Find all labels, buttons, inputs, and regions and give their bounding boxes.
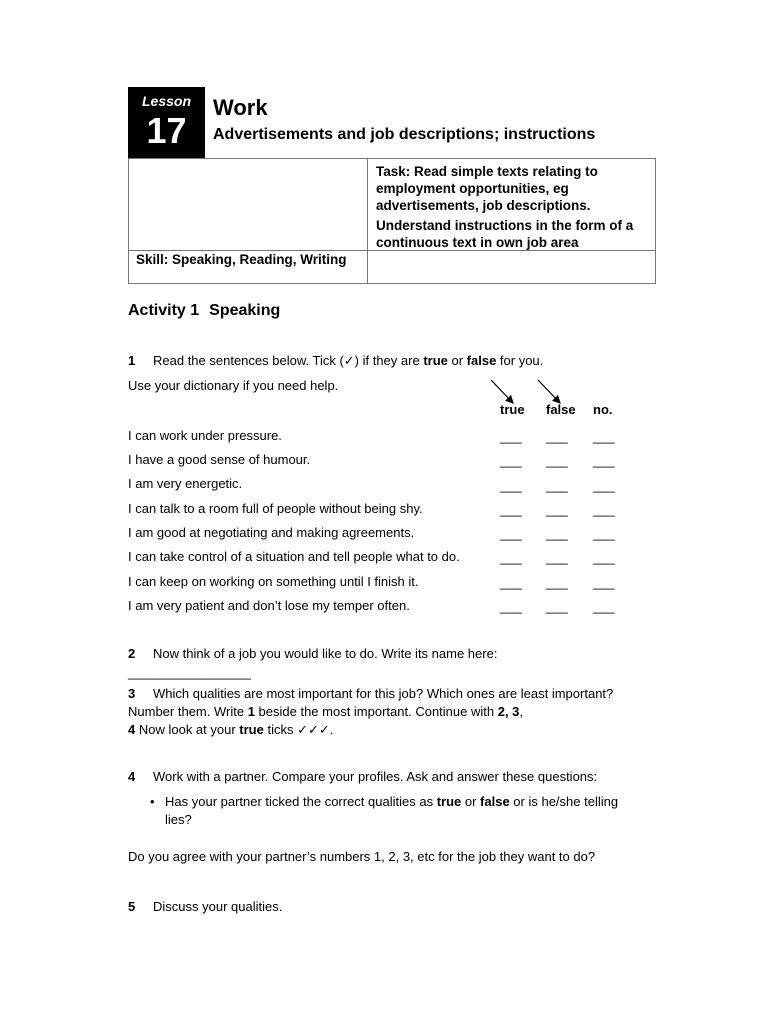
q3-text-b: beside the most important. Continue with bbox=[254, 704, 498, 719]
lesson-number: 17 bbox=[146, 110, 187, 151]
activity-name: Speaking bbox=[209, 302, 281, 319]
lesson-badge bbox=[128, 87, 205, 158]
q1-text-b: for you. bbox=[496, 353, 544, 368]
bullet-text-b: or is he/she telling lies? bbox=[165, 794, 619, 827]
question-4 bbox=[128, 768, 688, 786]
blank-no[interactable]: ___ bbox=[593, 526, 615, 541]
blank-no[interactable]: ___ bbox=[593, 550, 615, 565]
statement-text: I am very patient and don’t lose my temper often. bbox=[128, 598, 410, 613]
lesson-label: Lesson bbox=[141, 93, 191, 109]
bullet-true-word: true bbox=[436, 794, 462, 809]
q3-two-three: 2, 3 bbox=[497, 704, 520, 719]
task-description bbox=[376, 163, 652, 251]
q3-text-a: Which qualities are most important for this job? Which ones are least important? Number them. Write bbox=[128, 686, 614, 719]
blank-false[interactable]: ___ bbox=[546, 453, 568, 468]
q3-four: 4 bbox=[128, 722, 136, 737]
bullet-false-word: false bbox=[480, 794, 510, 809]
q3-text-c: Now look at your bbox=[135, 722, 240, 737]
bullet-or-word: or bbox=[461, 794, 481, 809]
blank-no[interactable]: ___ bbox=[593, 599, 615, 614]
blank-true[interactable]: ___ bbox=[500, 453, 522, 468]
blank-true[interactable]: ___ bbox=[500, 429, 522, 444]
q2-text: Now think of a job you would like to do. Write its name here: bbox=[153, 646, 498, 661]
question-number: 1 bbox=[128, 353, 136, 368]
q5-text: Discuss your qualities. bbox=[153, 899, 283, 914]
blank-true[interactable]: ___ bbox=[500, 599, 522, 614]
blank-true[interactable]: ___ bbox=[500, 526, 522, 541]
page-subtitle: Advertisements and job descriptions; instructions bbox=[213, 126, 596, 143]
q3-true-word: true bbox=[239, 722, 264, 737]
blank-false[interactable]: ___ bbox=[546, 429, 568, 444]
statement-text: I can take control of a situation and tell people what to do. bbox=[128, 549, 460, 564]
blank-no[interactable]: ___ bbox=[593, 575, 615, 590]
question-number: 5 bbox=[128, 899, 136, 914]
activity-label: Activity 1 bbox=[128, 302, 200, 319]
q1-false-word: false bbox=[466, 353, 497, 368]
arrow-true-icon bbox=[491, 380, 513, 403]
bullet-icon: • bbox=[150, 794, 155, 809]
bullet-item bbox=[150, 793, 640, 829]
q3-comma: , bbox=[519, 704, 524, 719]
partner-question: Do you agree with your partner’s numbers 1, 2, 3, etc for the job they want to do? bbox=[128, 849, 596, 864]
q4-text: Work with a partner. Compare your profiles. Ask and answer these questions: bbox=[153, 769, 598, 784]
skill-description: Skill: Speaking, Reading, Writing bbox=[136, 252, 347, 267]
job-name-line[interactable]: _________________ bbox=[128, 665, 251, 680]
blank-false[interactable]: ___ bbox=[546, 526, 568, 541]
question-number: 4 bbox=[128, 769, 136, 784]
statement-text: I am good at negotiating and making agreements. bbox=[128, 525, 415, 540]
blank-false[interactable]: ___ bbox=[546, 550, 568, 565]
statement-text: I have a good sense of humour. bbox=[128, 452, 311, 467]
statement-text: I can work under pressure. bbox=[128, 428, 282, 443]
blank-false[interactable]: ___ bbox=[546, 599, 568, 614]
blank-false[interactable]: ___ bbox=[546, 502, 568, 517]
statement-text: I am very energetic. bbox=[128, 476, 243, 491]
blank-no[interactable]: ___ bbox=[593, 478, 615, 493]
bullet-text-a: Has your partner ticked the correct qualities as bbox=[165, 794, 437, 809]
question-number: 3 bbox=[128, 686, 136, 701]
task-line-1: Task: Read simple texts relating to employment opportunities, eg advertisements, job descriptions. bbox=[376, 164, 598, 213]
q1-or-word: or bbox=[447, 353, 467, 368]
blank-true[interactable]: ___ bbox=[500, 550, 522, 565]
question-5 bbox=[128, 898, 688, 916]
blank-true[interactable]: ___ bbox=[500, 575, 522, 590]
blank-true[interactable]: ___ bbox=[500, 502, 522, 517]
blank-false[interactable]: ___ bbox=[546, 478, 568, 493]
page-title: Work bbox=[213, 95, 268, 120]
blank-no[interactable]: ___ bbox=[593, 429, 615, 444]
blank-false[interactable]: ___ bbox=[546, 575, 568, 590]
question-number: 2 bbox=[128, 646, 136, 661]
dictionary-hint: Use your dictionary if you need help. bbox=[128, 378, 339, 393]
column-true: true bbox=[500, 402, 525, 417]
question-1 bbox=[128, 352, 688, 370]
q3-one: 1 bbox=[247, 704, 255, 719]
blank-no[interactable]: ___ bbox=[593, 502, 615, 517]
column-false: false bbox=[546, 402, 576, 417]
question-2 bbox=[128, 645, 688, 663]
arrow-false-icon bbox=[538, 380, 560, 403]
statement-text: I can talk to a room full of people without being shy. bbox=[128, 501, 423, 516]
blank-no[interactable]: ___ bbox=[593, 453, 615, 468]
question-3 bbox=[128, 685, 643, 739]
column-no: no. bbox=[593, 402, 613, 417]
q3-text-d: ticks ✓✓✓. bbox=[263, 722, 334, 737]
q1-true-word: true bbox=[423, 353, 448, 368]
activity-heading bbox=[128, 302, 280, 320]
statement-text: I can keep on working on something until I finish it. bbox=[128, 574, 419, 589]
task-line-2: Understand instructions in the form of a continuous text in own job area bbox=[376, 218, 634, 250]
blank-true[interactable]: ___ bbox=[500, 478, 522, 493]
q1-text-a: Read the sentences below. Tick (✓) if they are bbox=[153, 353, 424, 368]
table-divider-vertical bbox=[367, 158, 368, 284]
